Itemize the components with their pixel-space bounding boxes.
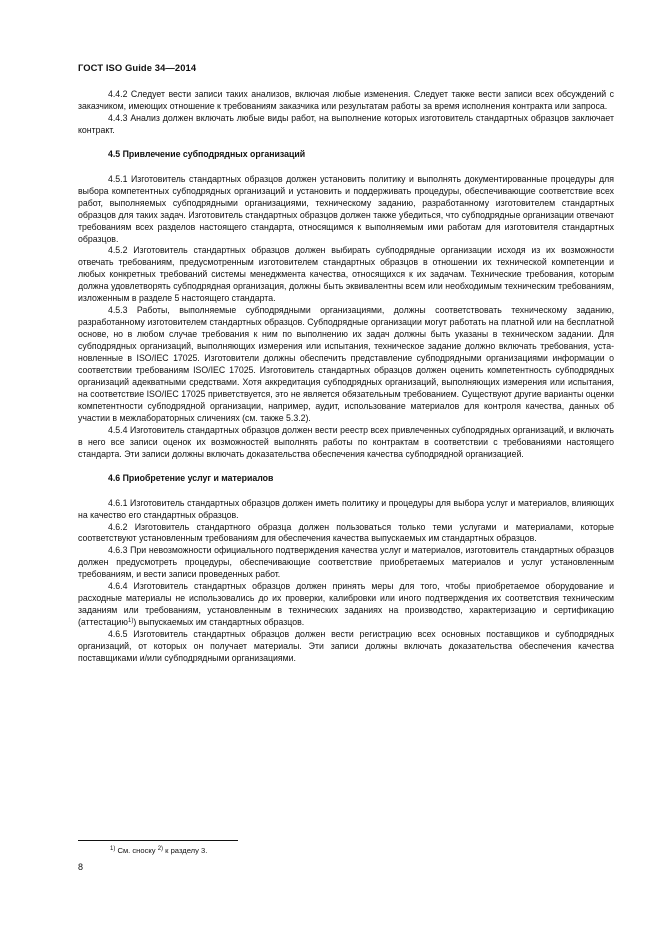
footnote-reference: 2) (157, 846, 164, 852)
paragraph-4-5-3: 4.5.3 Работы, выполняемые субподрядными организациями, должны соответствовать техническому заданию, разработанному изготовителем стандартных образцов. Субподрядные организации могут работать на платной или на бесплатной основе, но в любом случае требования к ним по выполнению их задач должны быть указаны в техническом задании. Для субподрядных организаций, выполняющих измерения или испытания, техническое задание должно включать требования, установленные в ISO/IEC 17025. Изготовители должны обеспечить представление субподрядными организациями информации о соответствии требованиям ISO/IEC 17025. Изготовитель стандартных образцов должен оценить компетентность субподрядных организаций адекватными средствами. Хотя аккредитация субподрядных организаций, выполняющих измерения или испытания, на соответствие ISO/IEC 17025 приветствуется, это не является обязательным требованием. Существуют другие варианты оценки компетентности субподрядной организации, например, аудит, использование материалов для контроля качества, данных об участии в межлабораторных сличениях (см. также 5.3.2). (78, 305, 614, 423)
paragraph-4-6-1: 4.6.1 Изготовитель стандартных образцов должен иметь политику и процедуры для выбора услуг и материалов, влияющих на качество его стандартных образцов. (78, 497, 614, 520)
paragraph-4-6-2: 4.6.2 Изготовитель стандартного образца должен пользоваться только теми услугами и материалами, которые соответствуют установленным требованиям для обеспечения качества выпускаемых им стандартных образцов. (78, 521, 614, 544)
paragraph-4-5-4: 4.5.4 Изготовитель стандартных образцов должен вести реестр всех привлеченных субподрядных организаций, и включать в него все записи оценок их возможностей выполнять работы по контрактам в соответствии с требованиями настоящего стандарта. Эти записи должны включать доказательства обеспечения качества субподрядной организацией. (78, 424, 614, 459)
paragraph-4-6-4 (78, 581, 614, 629)
paragraph-4-6-4-text: 4.6.4 Изготовитель стандартных образцов должен принять меры для того, чтобы приобретаемое оборудование и расходные материалы не использовались до их проверки, калибровки или иного подтверждения их соответствия техническим заданиям или требованиям, установленным в технических заданиях на производство, характеризацию и сертификацию (аттестацию (78, 581, 614, 628)
footnote-text-b: к разделу 3. (163, 846, 208, 855)
paragraph-4-5-2: 4.5.2 Изготовитель стандартных образцов должен выбирать субподрядные организации исходя из их возможности отвечать требованиям, предусмотренным изготовителем стандартных образцов в отношении их технической компетенции и любых конкретных требований системы менеджмента качества, относящихся к их задачам. Технические требования, которым должна удовлетворять субподрядная организация, должны быть эквивалентны всем или необходимым техническим требованиям, изложенным в разделе 5 настоящего стандарта. (78, 245, 614, 304)
document-header: ГОСТ ISO Guide 34—2014 (78, 62, 197, 73)
page-number: 8 (78, 862, 84, 872)
footnote-text-a: См. сноску (115, 846, 158, 855)
footnote-divider (78, 840, 238, 841)
footnote-marker: 1) (127, 618, 134, 625)
paragraph-4-4-3: 4.4.3 Анализ должен включать любые виды работ, на выполнение которых изготовитель стандартных образцов заключает контракт. (78, 112, 614, 135)
body-text (78, 89, 614, 665)
paragraph-4-6-4-end: ) выпускаемых им стандартных образцов. (133, 617, 305, 628)
paragraph-4-4-2: 4.4.2 Следует вести записи таких анализов, включая любые изменения. Следует также вести записи всех обсуждений с заказчиком, имеющих отношение к требованиям заказчика или результатам работы за время исполнения контракта или запроса. (78, 89, 614, 111)
paragraph-4-6-5: 4.6.5 Изготовитель стандартных образцов должен вести регистрацию всех основных поставщиков и субподрядных организаций, от которых он получает материалы. Эти записи должны включать доказательства обеспечения качества поставщиками и/или субподрядными организациями. (78, 629, 614, 663)
paragraph-4-5-1: 4.5.1 Изготовитель стандартных образцов должен установить политику и выполнять документированные процедуры для выбора компетентных субподрядных организаций и установить и поддерживать процедуры, обеспечивающие соответствие всех работ, выполняемых субподрядными организациями, техническому заданию, разработанному изготовителем стандартных образцов для таких задач. Изготовитель стандартных образцов должен также убедиться, что субподрядные организации отвечают требованиям всех разделов настоящего стандарта, относящимся к выполняемым ими работам для изготовителя стандартных образцов. (78, 173, 614, 244)
footnote (110, 846, 207, 856)
footnote-number: 1) (110, 846, 116, 852)
paragraph-4-6-3: 4.6.3 При невозможности официального подтверждения качества услуг и материалов, изготовитель стандартных образцов должен предусмотреть процедуры, обеспечивающие соответствие приобретаемых материалов и услуг установленным требованиям, и вести записи проведенных работ. (78, 545, 614, 580)
section-heading-4-5: 4.5 Привлечение субподрядных организаций (108, 148, 306, 159)
section-heading-4-6: 4.6 Приобретение услуг и материалов (108, 472, 274, 483)
